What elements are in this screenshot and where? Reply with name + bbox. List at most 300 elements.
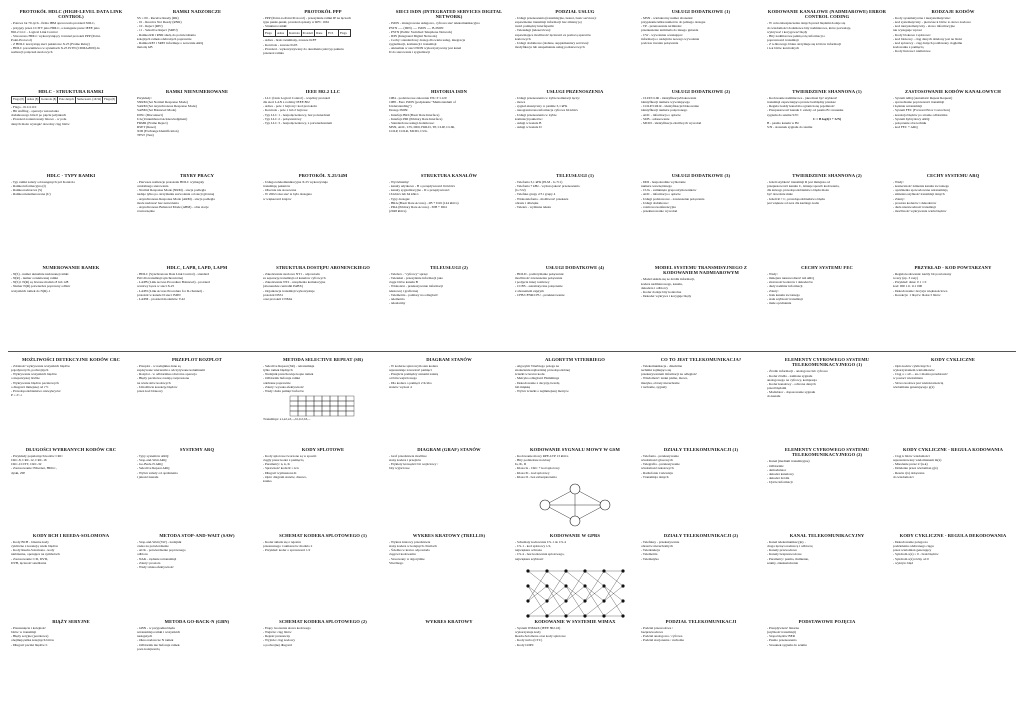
- section-title: MOŻLIWOŚCI DETEKCYJNE KODÓW CRC: [21, 357, 121, 362]
- section-line: 802.2 LLC - Logical Link Control: [11, 29, 58, 34]
- section-line: - Bity nadmiarowe pełnią rolę informacji o: [767, 33, 826, 38]
- section-line: wykrywać i korygować błędy: [767, 29, 808, 34]
- section-line: - HDLC porozumiewa w systemach X.25 ISTN (CDMA2000) do: [11, 45, 100, 50]
- section-line: - Telekomunikacja - dziedzina: [641, 364, 683, 369]
- section-line: - Zalety:: [767, 288, 779, 293]
- section-line: może nadawać bez zezwolenia: [137, 200, 179, 205]
- section-co-to-jest-telekomunikacja: [638, 356, 764, 446]
- section-line: przez wielomian generujący: [893, 548, 932, 553]
- trellis-branch: [604, 571, 623, 586]
- section-line: - Opis: diagram stanów, drzewo,: [263, 474, 308, 479]
- section-title: USŁUGI PRZENOSZENIA: [546, 89, 604, 94]
- section-line: - Koder kanałowy - ochrona danych: [767, 381, 816, 386]
- trellis-node: [583, 599, 586, 602]
- section-title: SYSTEMY ARQ: [179, 447, 215, 452]
- section-line: - złożoność koderów i dekoderów: [767, 280, 813, 285]
- section-line: kodowaniu z pamięcią: [893, 44, 924, 49]
- section-line: - Ramka RR i RNR służą do potwierdzania: [137, 32, 196, 37]
- section-line: - System ARQ (Automatic Repeat Request): [893, 96, 953, 101]
- section-line: i żądanie retransmisji: [893, 104, 922, 109]
- section-line: - Obecnie nie stosowana: [263, 188, 297, 193]
- frame-field: Flaga: [264, 30, 276, 37]
- shannon-formula: C = B log2(1 + S/N): [812, 116, 842, 121]
- trellis-branch: [547, 571, 566, 601]
- section-line: - CUG - zamknięta grupa użytkowników: [641, 188, 697, 193]
- section-line: od bitu wejściowego: [389, 376, 418, 381]
- section-line: - Wejście: ciąg bitów: [263, 630, 292, 635]
- section-line: - LLC (Link Logical Control) - wspólny protokół: [263, 96, 330, 101]
- section-dzialy-telekomunikacji-2: [638, 532, 764, 618]
- section-line: ciągły przez koder z pamięcią: [263, 458, 304, 463]
- section-line: - Sprawność kodu R = k/n: [263, 466, 299, 471]
- section-line: - Model składa się ze źródła informacji,: [641, 277, 695, 282]
- section-line: - Nadajnik przechowuje kopie ramek: [263, 372, 314, 377]
- section-line: - Jeżeli szybkość transmisji R jest mniejsza od: [767, 180, 830, 185]
- frame-field: Adres: [276, 30, 288, 37]
- section-line: - GBN - w przypadku błędu: [137, 626, 175, 631]
- state-node: [570, 516, 580, 526]
- section-line: - Stop-and-Wait (SW) - nadajnik: [137, 540, 182, 545]
- frame-field: Dane: [315, 30, 327, 37]
- section-line: - Zalety: prostota: [137, 560, 161, 565]
- section-line: - Reszta r(x) dołączana: [893, 470, 925, 475]
- section-uslugi-dodatkowe-2: [638, 88, 764, 172]
- interleave-cell: [306, 401, 314, 406]
- section-line: - Algorytm Viterbiego polega na: [515, 364, 559, 369]
- section-line: - Asynchronous Response Mode (ARM) - stacja podległa: [137, 196, 215, 201]
- section-line: S/N - stosunek sygnału do szumu: [767, 124, 813, 129]
- section-title: TRYBY PRACY: [179, 173, 215, 178]
- section-line: - Zdolność wykrywania wszystkich błędów: [11, 364, 70, 369]
- frame-field: Suma kontr. (16/32): [76, 97, 103, 104]
- section-line: - Organizacja transmisji wykorzystuje: [263, 288, 315, 293]
- section-line: CRC-CCITT, CRC-32: [11, 462, 42, 467]
- section-podstawowe-pojecia: [764, 618, 890, 718]
- section-line: Przykłady:: [137, 96, 152, 101]
- section-hdlc-typy-ramki: [8, 172, 134, 264]
- section-line: - Telebox - "cyfrowy" sprzęt: [389, 272, 428, 277]
- section-line: retransmisja ramki i wszystkich: [137, 630, 181, 635]
- trellis-branch: [585, 586, 604, 616]
- section-algorytm-viterbiego: [512, 356, 638, 446]
- section-line: techniki zajmująca się: [641, 368, 672, 373]
- section-line: droga łącząca nadawcę i odbiorcę: [767, 544, 813, 549]
- section-tryby-pracy: [134, 172, 260, 264]
- section-title: WYKRES KRATOWY (TRELLIS): [412, 533, 486, 538]
- section-line: przenosi ramka: [263, 50, 284, 55]
- interleave-cell: [290, 396, 298, 401]
- section-title: USŁUGI DODATKOWE (1): [671, 9, 731, 14]
- section-line: kratka: [263, 478, 272, 483]
- section-line: tekstowej i graficznej: [389, 288, 419, 293]
- section-line: kodera nadmiarowego, kanału,: [641, 281, 683, 286]
- section-line: PSTN ---- (IDN) ---- ISDN ---- B-ISDN: [389, 25, 444, 30]
- section-line: Ia, Ib, II: [515, 462, 527, 467]
- section-line: - CS-1 - kod splotowy 1/2,: [515, 544, 552, 549]
- section-line: - kod systematyczny - pierwsze k bitów to słowo kodowe: [893, 20, 971, 25]
- interleave-cell: [338, 396, 346, 401]
- interleave-cell: [314, 401, 322, 406]
- section-line: o podwójnej długości: [263, 642, 293, 647]
- section-line: 1984 - podstawowe zalecenia ITU-T I.120: [389, 96, 447, 101]
- section-line: - Dekodowanie: decyzja większościowa: [893, 288, 948, 293]
- section-line: DISC (Disconnect): [137, 112, 164, 117]
- trellis-node: [526, 584, 529, 587]
- trellis-node: [545, 584, 548, 587]
- section-line: - Syndrom s(x) = 0 - brak błędów: [893, 552, 939, 557]
- section-line: - kod niesystematyczny - słowo informacyjne: [893, 24, 955, 29]
- interleave-cell: [338, 411, 346, 416]
- section-line: analogowego na cyfrowy, kompresja: [767, 377, 817, 382]
- trellis-branch: [604, 571, 623, 601]
- section-line: - Zakończenie NT2 - urządzenia komutacyjne: [263, 280, 326, 285]
- section-line: - Dekodowanie polega na: [893, 540, 928, 545]
- section-line: możliwość zawieszenia połączenia: [515, 276, 563, 281]
- section-line: - Przepustowość kanału C zależy od pasma B i stosunku: [767, 108, 844, 113]
- section-line: reprezentowany wielomianem m(x): [893, 458, 942, 463]
- section-line: - Wady: duża pamięć buforów: [263, 388, 304, 393]
- section-line: n razy (np. 3 razy): [893, 276, 918, 281]
- section-line: obrazów nieruchomych: [641, 544, 673, 549]
- section-line: - Wykres kratowy przedstawia: [389, 540, 431, 545]
- section-line: muzyka, obrazy nieruchome: [641, 380, 680, 385]
- trellis-node: [621, 584, 624, 587]
- section-line: - korekcja błędów po stronie odbiornika: [893, 112, 948, 117]
- interleave-cell: [346, 396, 354, 401]
- section-title: ELEMENTY CYFROWEGO SYSTEMU TELEKOMUNIKACYJNEGO (2): [784, 447, 870, 458]
- section-line: - Flaga - 01111110: [11, 105, 37, 110]
- section-line: poza kolejnością: [137, 646, 160, 651]
- section-line: - kod blokowy - ciąg danych dzielony jest na bloki: [893, 36, 962, 41]
- section-title: SIECI ISDN (INTEGRATED SERVICES DIGITAL NETWORK): [395, 9, 503, 20]
- section-line: P = 2^-r: [11, 392, 22, 397]
- frame-field: Flaga (8): [12, 97, 26, 104]
- section-uslugi-dodatkowe-1: [638, 8, 764, 88]
- interleave-cell: [330, 401, 338, 406]
- section-ramki-nadzorcze: [134, 8, 260, 88]
- section-line: - stała szybkość transmisji: [767, 296, 803, 301]
- interleave-cell: [314, 396, 322, 401]
- section-line: UA (Unnumbered Acknowledgment): [137, 116, 188, 121]
- section-line: MSN, AOC, CW, DDI, HOLD, TP, CLIP, CLIR,: [389, 124, 455, 129]
- section-line: SARM (Set Asynchronous Response Mode): [137, 104, 197, 109]
- section-line: - Ujście informacji: [767, 479, 793, 484]
- section-line: wykorzystuje kody: [515, 630, 541, 635]
- section-title: DZIAŁY TELEKOMUNIKACJI (2): [663, 533, 739, 538]
- section-line: znalezieniu najbardziej prawdopodobnej: [515, 368, 570, 373]
- section-line: - HDLC (Synchronous Data Link Control) - standard: [137, 272, 210, 277]
- section-metoda-selective-repeat-sr: [260, 356, 386, 446]
- section-line: - Usługi dodatkowe:: [641, 200, 669, 205]
- section-line: oraz protokół CNMA: [263, 296, 293, 301]
- section-line: numeru wewnętrznego: [641, 184, 672, 189]
- section-line: - Okno nadawcze N ramek: [137, 638, 174, 643]
- trellis-node: [583, 614, 586, 617]
- section-line: - W 2002 roku sieć ta była dostępna: [263, 192, 312, 197]
- section-line: - Kody Reeda-Solomona - kody: [11, 548, 55, 553]
- section-line: - duża niezawodność transmisji: [893, 204, 936, 209]
- section-title: DŁUGOŚCI WYBRANYCH KODÓW CRC: [25, 447, 117, 452]
- section-line: o nieparzystej liczbie: [11, 376, 40, 381]
- trellis-branch: [547, 586, 566, 616]
- section-line: przez kod blokowy: [137, 388, 163, 393]
- section-line: - Go-Back-N ARQ: [137, 462, 163, 467]
- section-line: - Wykrywanie błędów paczkowych: [11, 380, 59, 385]
- section-line: - Interfejs BRI (Basic Rate Interface): [389, 112, 440, 117]
- section-title: TWIERDZENIE SHANNONA (2): [792, 173, 862, 178]
- hdlc-frame-table: [11, 96, 117, 104]
- section-line: - Modulator - dopasowanie sygnału: [767, 389, 816, 394]
- section-line: centralnego sterowania: [137, 184, 169, 189]
- section-line: - Ramka nadzorcza (S): [11, 188, 43, 193]
- section-line: - Ramka REJ i SREJ informuje o zerwaniu ARQ: [137, 40, 204, 45]
- section-sieci-isdn-integrated-services-digital-network: [386, 8, 512, 88]
- section-title: KODY CYKLICZNE - REGUŁA DEKODOWANIA: [899, 533, 1007, 538]
- section-line: największa ochrona: [515, 548, 542, 553]
- section-line: i n-k bitów kontrolnych: [767, 45, 800, 50]
- section-line: RSET (Reset): [137, 124, 156, 129]
- section-line: - Telefonia 7 kHz - wyższa jakość przenoszenia: [515, 184, 580, 189]
- section-zastosowanie-kodow-kanalowych: [890, 88, 1016, 172]
- section-przyklad-kod-powtarzany: [890, 264, 1016, 350]
- section-line: - System WiMAX (IEEE 802.16): [515, 626, 561, 631]
- section-line: być dowolnie małe: [767, 192, 793, 197]
- trellis-node: [583, 569, 586, 572]
- section-line: - brak kanału zwrotnego: [767, 292, 801, 297]
- section-line: podzieleniu odebranego ciągu: [893, 544, 934, 549]
- trellis-node: [621, 599, 624, 602]
- section-line: - LAPB (Link Access Procedure Balanced) - protokół: [137, 280, 210, 285]
- section-line: - Wideotext - przekazywanie informacji: [389, 284, 444, 289]
- section-uslugi-dodatkowe-4: [512, 264, 638, 350]
- interleave-cell: [322, 406, 330, 411]
- section-line: - Wady:: [767, 272, 778, 277]
- section-line: - Zalety: wysoka efektywność: [263, 384, 304, 389]
- section-line: Understanding"): [389, 104, 412, 109]
- section-title: KANAŁ TELEKOMUNIKACYJNY: [789, 533, 865, 538]
- section-line: DVB, łączność satelitarna: [11, 560, 47, 565]
- section-podzial-uslug: [512, 8, 638, 88]
- section-line: - ISDN - zintegrowana usługowo, cyfrowa sieć telekomunikacyjna: [389, 21, 480, 26]
- section-line: - Kontrola - zawsze 0x03: [263, 42, 298, 47]
- section-line: - Telefaks grupy 2/3 i grupy 4: [515, 192, 556, 197]
- section-title: STRUKTURA DOSTĘPU ABONENCKIEGO: [276, 265, 370, 270]
- trellis-branch: [528, 571, 547, 601]
- section-line: - Normal Response Mode (NRM) - stacja podległa: [137, 188, 206, 193]
- trellis-branch: [566, 601, 585, 616]
- section-line: - Selective Repeat (SR) - retransmisja: [263, 364, 315, 369]
- section-title: IEEE 802.2 LLC: [305, 89, 341, 94]
- section-line: - PRA (Primary Rate Access) - 30B + D64: [389, 204, 447, 209]
- section-title: KODY BCH I REEDA-SOLOMONA: [32, 533, 110, 538]
- section-line: do wiadomości: [893, 474, 914, 479]
- interleave-cell: [290, 411, 298, 416]
- section-biazy-seryjne: [8, 618, 134, 718]
- section-line: - konieczność istnienia kanału zwrotnego: [893, 184, 950, 189]
- section-line: - Przykład: dane: 0 1 1 0: [893, 280, 927, 285]
- section-title: KODY CYKLICZNE - REGUŁA KODOWANIA: [902, 447, 1004, 452]
- section-line: poprawności transmisji: [767, 37, 799, 42]
- section-line: zapisywane wierszami a odczytywane kolumnami: [137, 368, 205, 373]
- section-line: warstwy łącza w sieci X.25: [137, 284, 175, 289]
- trellis-node: [564, 569, 567, 572]
- section-title: PRZYKŁAD - KOD POWTARZANY: [914, 265, 992, 270]
- section-numerowanie-ramek: [8, 264, 134, 350]
- section-line: - W koderze splotowym stan kodera: [389, 364, 438, 369]
- interleave-cell: [330, 411, 338, 416]
- section-line: - Adres - brak rozumiany, zawsze 0xFF: [263, 38, 317, 43]
- section-line: - Kody splotowe tworzone są w sposób: [263, 454, 317, 459]
- trellis-branch: [528, 586, 547, 616]
- section-line: - 11 - Selective Reject (SREJ): [137, 28, 178, 33]
- section-kodowanie-w-systemie-wimax: [512, 618, 638, 718]
- section-line: niebinarne, operujące na symbolach: [11, 552, 60, 557]
- section-line: - Usługi dodatkowe (dodane, supplementary services):: [515, 40, 590, 45]
- section-struktura-kanalow: [386, 172, 512, 264]
- frame-field: Adres (8): [25, 97, 39, 104]
- section-line: SS = 00 - Receive Ready (RR): [137, 16, 179, 21]
- section-line: - Typ LLC 3 - bezpołączeniowy, z potwierdzeniem: [263, 120, 332, 125]
- section-line: (2048 kbit/s): [389, 208, 407, 213]
- section-title: DIAGRAM STANÓW: [426, 357, 472, 362]
- section-line: równorzędne: [137, 208, 155, 213]
- section-line: - Usługa telekomunikacyjna X.25 wykorzystuje: [263, 180, 328, 185]
- section-systemy-arq: [134, 446, 260, 532]
- section-line: - N(R) - numer oczekiwanej ramki: [11, 276, 58, 281]
- section-line: - Cechy: standardowy dostęp dla wielu usług, integracja: [389, 37, 466, 42]
- interleave-cell: [306, 396, 314, 401]
- section-line: - Dekoder wykrywa i koryguje błędy: [641, 293, 692, 298]
- section-line: - Odbiornik nie buforuje ramek: [137, 642, 180, 647]
- section-title: HISTORIA ISDN: [430, 89, 468, 94]
- section-line: - Wybór zależy od opóźnienia: [137, 470, 178, 475]
- section-line: kod: 000 111 111 000: [893, 284, 923, 289]
- frame-field: Protokół: [301, 30, 314, 37]
- section-line: - Koder dodaje bity kontrolne: [641, 289, 682, 294]
- section-line: z abonentem zajętym: [515, 288, 544, 293]
- state-node: [570, 484, 580, 494]
- trellis-branch: [585, 571, 604, 601]
- section-line: - Przesunięcie i kolejność: [11, 626, 46, 631]
- trellis-diagram: [520, 563, 630, 618]
- section-line: - AOC - informacja o opłacie: [641, 192, 681, 197]
- section-kody-cykliczne-regula-kodowania: [890, 446, 1016, 532]
- section-line: - CLIP/CLIR - identyfikacja/blokowanie: [641, 96, 697, 101]
- section-title: METODA SELECTIVE REPEAT (SR): [282, 357, 364, 362]
- section-line: - CFB/CFNR/CFU - przekierowanie: [515, 292, 565, 297]
- section-line: - Kodowanie mowy RPE-LTP 13 kbit/s: [515, 454, 569, 459]
- section-line: stany kodera i przejścia: [389, 458, 421, 463]
- section-wykres-kratowy-trellis: [386, 532, 512, 618]
- section-line: - System FEC (Forward Error Correction): [893, 108, 950, 113]
- trellis-branch: [604, 601, 623, 616]
- section-line: transmisji zapewniająca prawie bezbłędny przekaz: [767, 100, 836, 105]
- section-teleuslugi-2: [386, 264, 512, 350]
- section-line: CRC-8, CRC-12, CRC-16: [11, 458, 47, 463]
- section-line: - opóźnienia spowodowane retransmisją: [893, 188, 948, 193]
- section-line: - Zalety:: [893, 196, 905, 201]
- section-schemat-kodera-splotowego-1: [260, 532, 386, 618]
- section-line: - Usługi przenoszenia w trybie: [515, 112, 557, 117]
- frame-field: Kontrola (8): [40, 97, 58, 104]
- section-line: - kanały sygnalizacyjne - D o przepływności: [389, 188, 450, 193]
- section-line: D do sterowania i sygnalizacji: [389, 50, 431, 55]
- section-line: pojedynczych, podwójnych: [11, 368, 49, 373]
- section-line: - połączenie obu technik: [893, 120, 927, 125]
- section-line: i ruchome, sygnały: [641, 384, 667, 389]
- section-line: - Stosowany w algorytmie: [389, 556, 425, 561]
- section-line: - Błędy paczkowe zostają rozproszone: [137, 376, 190, 381]
- section-line: - Typ ramki zależy od następnych pól Kontrola: [11, 180, 75, 185]
- section-model-systemu-transmisyjnego-z-kodowaniem-nadmia: [638, 264, 764, 350]
- section-line: - Usługi przenoszenia w trybie komutacji łączy:: [515, 96, 580, 101]
- section-line: - Przykłady popularnych kodów CRC:: [11, 454, 64, 459]
- interleave-cell: [338, 401, 346, 406]
- section-elementy-cyfrowego-systemu-telekomunikacyjnego-2: [764, 446, 890, 532]
- section-line: - Syndrom s(x) różny od 0: [893, 556, 929, 561]
- section-line: - Kontrola - pole 1 lub 2 bajtowe: [263, 108, 308, 113]
- section-line: COLP, COLR, MCID, CUG: [389, 128, 428, 133]
- section-title: USŁUGI DODATKOWE (2): [671, 89, 731, 94]
- trellis-node: [545, 569, 548, 572]
- section-title: RAMKI NIENUMEROWANE: [165, 89, 229, 94]
- section-line: - Adres - pole 1 bajtowy: kod protokołu: [263, 104, 317, 109]
- section-line: bitów w transmisji: [11, 630, 37, 635]
- section-line: przeniesienie terminala do innego gniazda: [641, 28, 699, 33]
- section-kody-cykliczne: [890, 356, 1016, 446]
- section-line: - Prawdopodobieństwo niewykrycia:: [11, 388, 61, 393]
- section-line: - Rozplot - w odbiorniku odwrotna operacja: [137, 372, 197, 377]
- section-line: - PSTN (Public Switched Telephone Network): [389, 29, 453, 34]
- trellis-node: [602, 584, 605, 587]
- section-line: - Klasa II - bez zabezpieczenia: [515, 474, 557, 479]
- section-diagram-graf-stanow: [386, 446, 512, 532]
- section-hdlc-struktura-ramki: [8, 88, 134, 172]
- trellis-branch: [585, 571, 604, 586]
- interleave-cell: [306, 406, 314, 411]
- section-title: USŁUGI DODATKOWE (4): [545, 265, 605, 270]
- ppp-frame-table: [263, 29, 351, 37]
- section-line: - Typ LLC 2 - połączeniowy: [263, 116, 302, 121]
- section-protokol-x-25-34m: [260, 172, 386, 264]
- trellis-node: [602, 569, 605, 572]
- section-line: - mowa: [515, 100, 526, 105]
- section-line: - CCBS - automatyczne połączenie: [515, 284, 563, 289]
- section-title: BIĄŻY SERYJNE: [52, 619, 90, 624]
- section-line: - BRA (Basic Rate Access) - 2B + D16 (144 kbit/s): [389, 200, 459, 205]
- trellis-node: [583, 584, 586, 587]
- section-line: sygnału do szumu S/N:: [767, 112, 799, 117]
- section-line: przypisanie kilku numerów do jednego dostępu: [641, 20, 706, 25]
- section-title: PROTOKÓŁ HDLC (HIGH-LEVEL DATA LINK CONTROL): [19, 9, 123, 20]
- section-line: następnych: [137, 634, 153, 639]
- section-line: - nieograniczona informacja cyfrowa 64 kbit/s: [515, 108, 578, 113]
- section-title: ZASTOSOWANIE KODÓW KANAŁOWYCH: [905, 89, 1001, 94]
- section-line: (abonenckie centralki PABX): [263, 284, 303, 289]
- section-historia-isdn: [386, 88, 512, 172]
- section-line: przekazywaniem informacji na odległość: [641, 372, 697, 377]
- section-line: cykliczne z korekcją wielu błędów: [11, 544, 59, 549]
- section-title: RODZAJE KODÓW: [931, 9, 975, 14]
- section-line: - Pierwsze realizacje protokołu HDLC wymagały: [137, 180, 205, 185]
- section-line: - LAPM - protokół modemów V.42: [137, 296, 185, 301]
- section-line: 1988 - Euro ISDN (podpisanie "Memorandum of: [389, 100, 456, 105]
- interleave-cell: [338, 406, 346, 411]
- trellis-branch: [566, 586, 585, 616]
- section-line: przesuwnego i sumatorów modulo 2: [263, 544, 313, 549]
- section-kodowanie-sygnalu-mowy-w-gsm: [512, 446, 638, 532]
- section-line: - AOC - informacja o opłacie: [641, 112, 681, 117]
